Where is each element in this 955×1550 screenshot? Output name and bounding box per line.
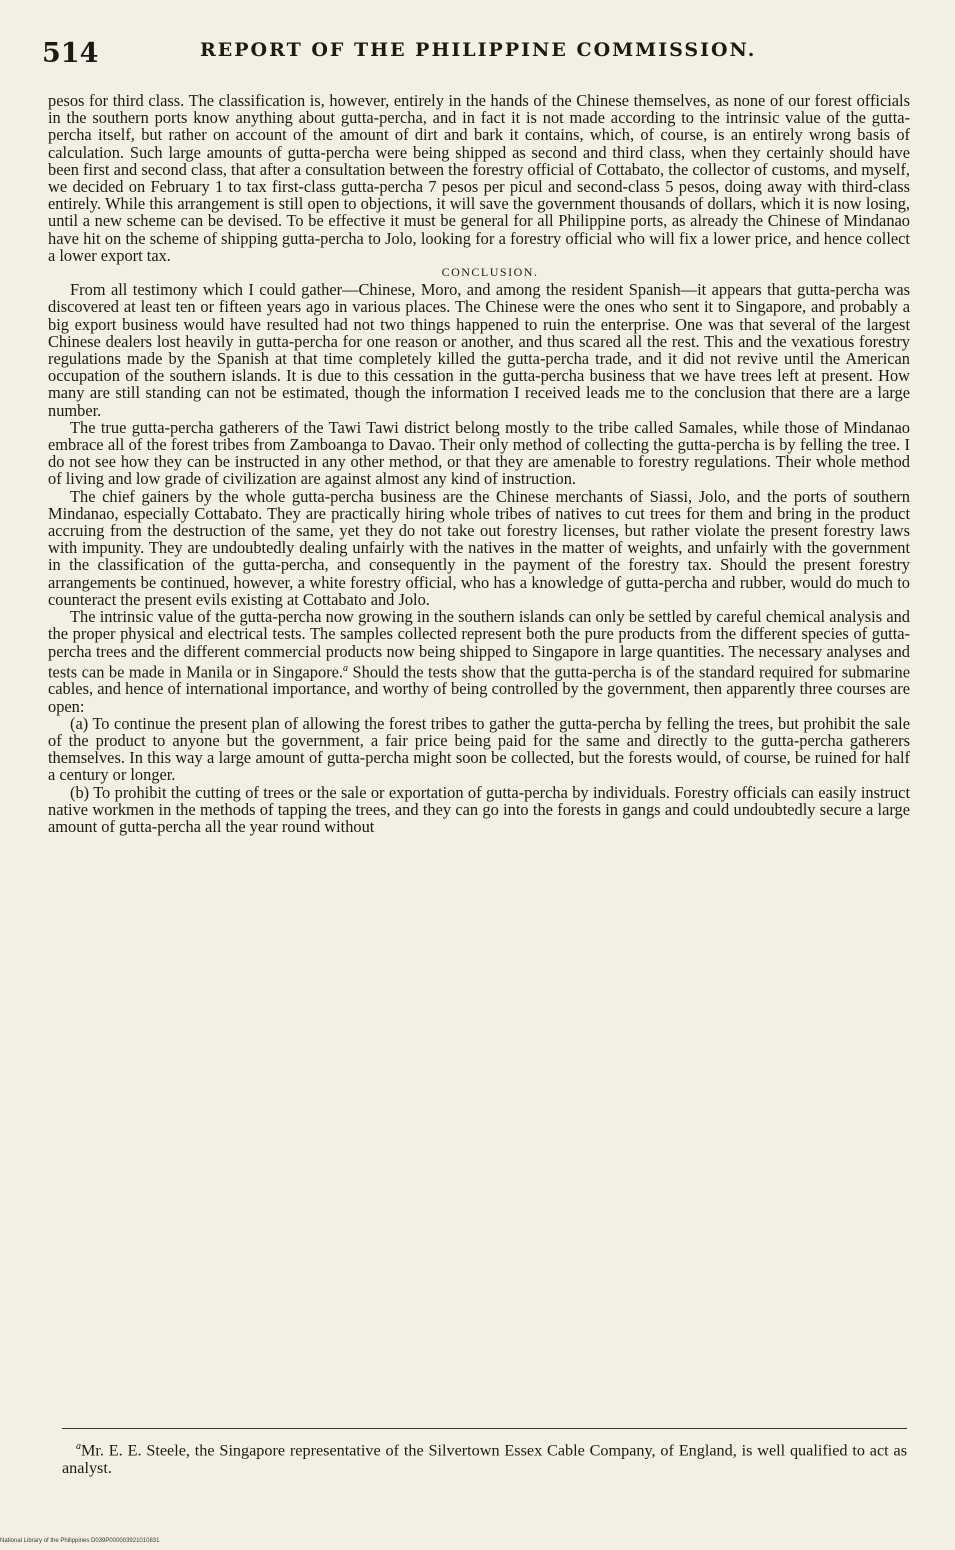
footnote	[62, 1438, 907, 1477]
body-text	[48, 92, 910, 835]
paragraph-gatherers: The true gutta-percha gatherers of the Tawi Tawi district belong mostly to the tribe called Samales, while those of Mindanao embrace all of the forest tribes from Zamboanga to Davao. Their only method of collecting the gutta-percha is by felling the tree. I do not see how they can be instructed in any other method, or that they are amenable to forestry regulations. Their whole method of living and low grade of civilization are against almost any kind of instruction.	[48, 417, 910, 489]
library-imprint: National Library of the Philippines D039P000003921010831	[0, 1538, 160, 1544]
tests-text: Should the tests show that the gutta-percha is of the standard required for submarine cables, and hence of international importance, and worthy of being controlled by the government, then apparently three courses are open:	[48, 662, 910, 716]
page-number: 514	[42, 38, 99, 69]
paragraph-course-b: (b) To prohibit the cutting of trees or the sale or exportation of gutta-percha by individuals. Forestry officials can easily instruct native workmen in the methods of tapping the trees, and they can go into the forests in gangs and could undoubtedly secure a large amount of gutta-percha all the year round without	[48, 782, 910, 836]
paragraph-chief-gainers: The chief gainers by the whole gutta-percha business are the Chinese merchants of Siassi, Jolo, and the ports of southern Mindanao, especially Cottabato. They are practically hiring whole tribes of natives to cut trees for them and bring in the product accruing from the destruction of the same, yet they do not take out forestry licenses, but rather violate the present forestry laws with impunity. They are undoubtedly dealing unfairly with the natives in the matter of weights, and unfairly with the government in the classification of the gutta-percha, and consequently in the payment of the forestry tax. Should the present forestry arrangements be continued, however, a white forestry official, who has a knowledge of gutta-percha and rubber, would do much to counteract the present evils existing at Cottabato and Jolo.	[48, 486, 910, 609]
section-heading: CONCLUSION.	[441, 265, 539, 280]
intrinsic-value-text: The intrinsic value of the gutta-percha now growing in the southern islands can only be settled by careful chemical analysis and the proper physical and electrical tests. The samples collected represent both the pure products from the different species of gutta-percha trees and the different commercial products now being shipped to Singapore in large quantities. The necessary analyses and tests can be made in Manila or in Singapore.	[48, 607, 910, 682]
paragraph-course-a: (a) To continue the present plan of allowing the forest tribes to gather the gutta-percha by felling the trees, but prohibit the sale of the product to anyone but the government, a fair price being paid for the same and directly to the gutta-percha gatherers themselves. In this way a large amount of gutta-percha might soon be collected, but the forests would, of course, be ruined for half a century or longer.	[48, 713, 910, 785]
footnote-reference: a	[343, 662, 349, 674]
footnote-marker: a	[76, 1441, 81, 1452]
page-header	[42, 38, 922, 78]
footnote-rule	[62, 1428, 907, 1429]
footnote-text: Mr. E. E. Steele, the Singapore representative of the Silvertown Essex Cable Company, of England, is well qualified to act as analyst.	[62, 1441, 907, 1478]
paragraph-intrinsic-value	[48, 608, 910, 715]
running-head: REPORT OF THE PHILIPPINE COMMISSION.	[200, 39, 757, 61]
paragraph-tax-classification: pesos for third class. The classification is, however, entirely in the hands of the Chinese themselves, as none of our forest officials in the southern ports know anything about gutta-percha, and in fact it is not made according to the intrinsic value of the gutta-percha itself, but rather on account of the amount of dirt and bark it contains, which, of course, is an entirely wrong basis of calculation. Such large amounts of gutta-percha were being shipped as second and third class, when they certainly should have been first and second class, that after a consultation between the forestry official of Cottabato, the collector of customs, and myself, we decided on February 1 to tax first-class gutta-percha 7 pesos per picul and second-class 5 pesos, doing away with third-class entirely. While this arrangement is still open to objections, it will save the government thousands of dollars, which it is now losing, until a new scheme can be devised. To be effective it must be general for all Philippine ports, as already the Chinese of Mindanao have hit on the scheme of shipping gutta-percha to Jolo, looking for a forestry official who will fix a lower price, and hence collect a lower export tax.	[48, 91, 910, 265]
paragraph-discovery: From all testimony which I could gather—Chinese, Moro, and among the resident Spanish—it appears that gutta-percha was discovered at least ten or fifteen years ago in various places. The Chinese were the ones who sent it to Singapore, and probably a big export business would have resulted had not two things happened to ruin the enterprise. One was that several of the largest Chinese dealers lost heavily in gutta-percha for one reason or another, and thus scared all the rest. This and the vexatious forestry regulations made by the Spanish at that time completely killed the gutta-percha trade, and it did not revive until the American occupation of the southern islands. It is due to this cessation in the gutta-percha business that we have trees left at present. How many are still standing can not be estimated, though the information I received leads me to the conclusion that there are a large number.	[48, 280, 910, 420]
